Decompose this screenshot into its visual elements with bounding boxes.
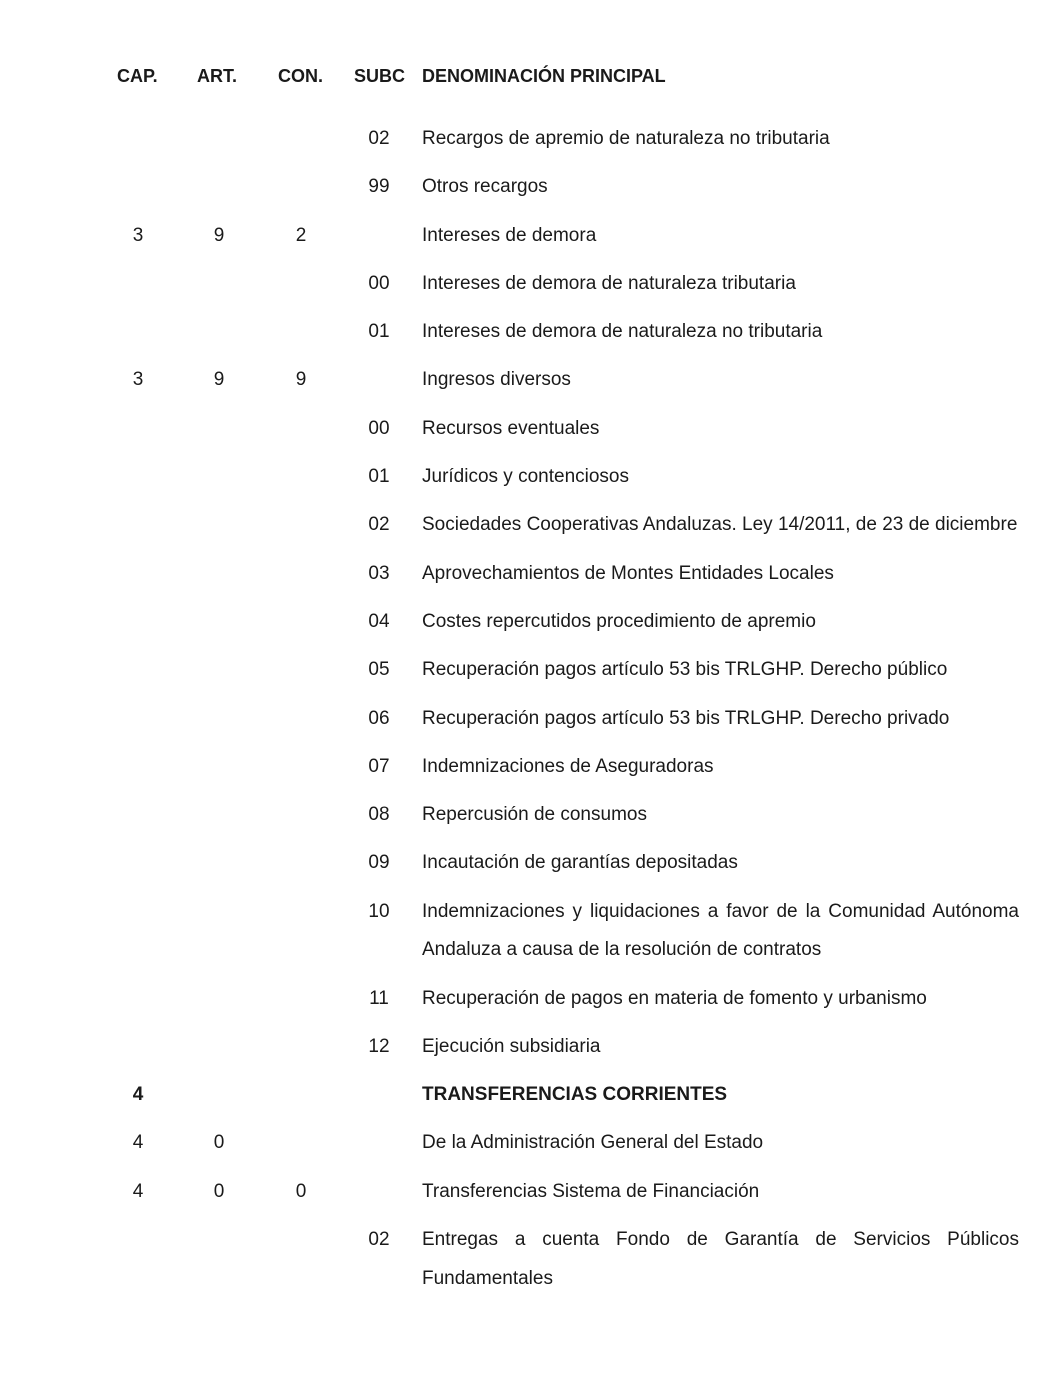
cell-denominacion: Repercusión de consumos [422,804,647,826]
header-art: ART. [197,66,237,86]
cell-denominacion: Recargos de apremio de naturaleza no tributaria [422,128,830,149]
cell-art: 9 [213,369,225,391]
cell-subc: 00 [368,272,390,294]
cell-denominacion: Intereses de demora [422,224,597,246]
cell-denominacion: Sociedades Cooperativas Andaluzas. Ley 14/2011, de 23 de diciembre [422,514,1018,536]
table-row [0,700,1058,748]
cell-denominacion: TRANSFERENCIAS CORRIENTES [422,1084,728,1106]
cell-con: 9 [295,369,307,391]
table-row [0,1221,1058,1308]
cell-subc: 10 [368,900,390,922]
cell-denominacion: Costes repercutidos procedimiento de apremio [422,610,816,632]
table-row [0,458,1058,506]
table-body [0,120,1058,1308]
table-row [0,980,1058,1028]
cell-subc: 99 [368,176,390,198]
cell-denominacion: Recuperación pagos artículo 53 bis TRLGHP. Derecho público [422,659,948,681]
table-row [0,217,1058,265]
cell-denominacion: Indemnizaciones de Aseguradoras [422,755,714,777]
table-row [0,120,1058,168]
cell-cap: 3 [132,224,144,246]
header-denominacion: DENOMINACIÓN PRINCIPAL [422,66,666,86]
cell-subc: 02 [368,514,390,536]
table-row [0,313,1058,361]
table-row [0,1124,1058,1172]
cell-subc: 11 [369,987,389,1009]
cell-subc: 02 [368,128,390,149]
table-row [0,265,1058,313]
table-row [0,748,1058,796]
header-subc: SUBC [354,66,406,86]
cell-art: 0 [213,1180,225,1202]
cell-subc: 04 [368,610,390,632]
cell-con: 2 [295,224,307,246]
table-row [0,1028,1058,1076]
table-row [0,506,1058,554]
cell-cap: 3 [132,369,144,391]
cell-subc: 03 [368,562,390,584]
cell-denominacion: Incautación de garantías depositadas [422,852,738,874]
cell-denominacion: Entregas a cuenta Fondo de Garantía de Servicios Públicos Fundamentales [422,1229,1019,1289]
cell-denominacion: Otros recargos [422,176,548,198]
table-row [0,651,1058,699]
cell-subc: 00 [368,417,390,439]
cell-denominacion: Intereses de demora de naturaleza no tributaria [422,321,823,343]
cell-subc: 01 [368,321,390,343]
table-row [0,603,1058,651]
cell-denominacion: Transferencias Sistema de Financiación [422,1180,760,1202]
cell-denominacion: Ingresos diversos [422,369,571,391]
cell-cap: 4 [132,1132,144,1154]
cell-art: 0 [213,1132,225,1154]
table-row [0,361,1058,409]
cell-denominacion: Jurídicos y contenciosos [422,466,629,488]
header-cap: CAP. [117,66,158,86]
table-header [0,66,1058,94]
cell-subc: 02 [368,1229,390,1251]
cell-denominacion: Ejecución subsidiaria [422,1035,601,1057]
cell-denominacion: Indemnizaciones y liquidaciones a favor de la Comunidad Autónoma Andaluza a causa de la resolución de contratos [422,900,1019,961]
cell-denominacion: Aprovechamientos de Montes Entidades Locales [422,562,834,584]
table-row [0,555,1058,603]
cell-art: 9 [213,224,225,246]
table-row [0,168,1058,216]
cell-subc: 01 [368,466,390,488]
cell-con: 0 [295,1180,307,1202]
cell-denominacion: Recursos eventuales [422,417,600,439]
cell-subc: 07 [368,755,390,777]
cell-subc: 05 [368,659,390,681]
cell-denominacion: Recuperación pagos artículo 53 bis TRLGHP. Derecho privado [422,707,950,729]
table-row [0,796,1058,844]
table-row [0,410,1058,458]
cell-denominacion: Intereses de demora de naturaleza tributaria [422,272,796,294]
cell-cap: 4 [132,1084,144,1106]
cell-denominacion: Recuperación de pagos en materia de fomento y urbanismo [422,987,927,1009]
header-con: CON. [278,66,323,86]
cell-subc: 06 [368,707,390,729]
table-row [0,1076,1058,1124]
cell-cap: 4 [132,1180,144,1202]
cell-denominacion: De la Administración General del Estado [422,1132,764,1154]
cell-subc: 09 [368,852,390,874]
table-row [0,844,1058,892]
table-row [0,1173,1058,1221]
cell-subc: 12 [368,1035,390,1057]
table-row [0,893,1058,980]
cell-subc: 08 [368,804,390,826]
